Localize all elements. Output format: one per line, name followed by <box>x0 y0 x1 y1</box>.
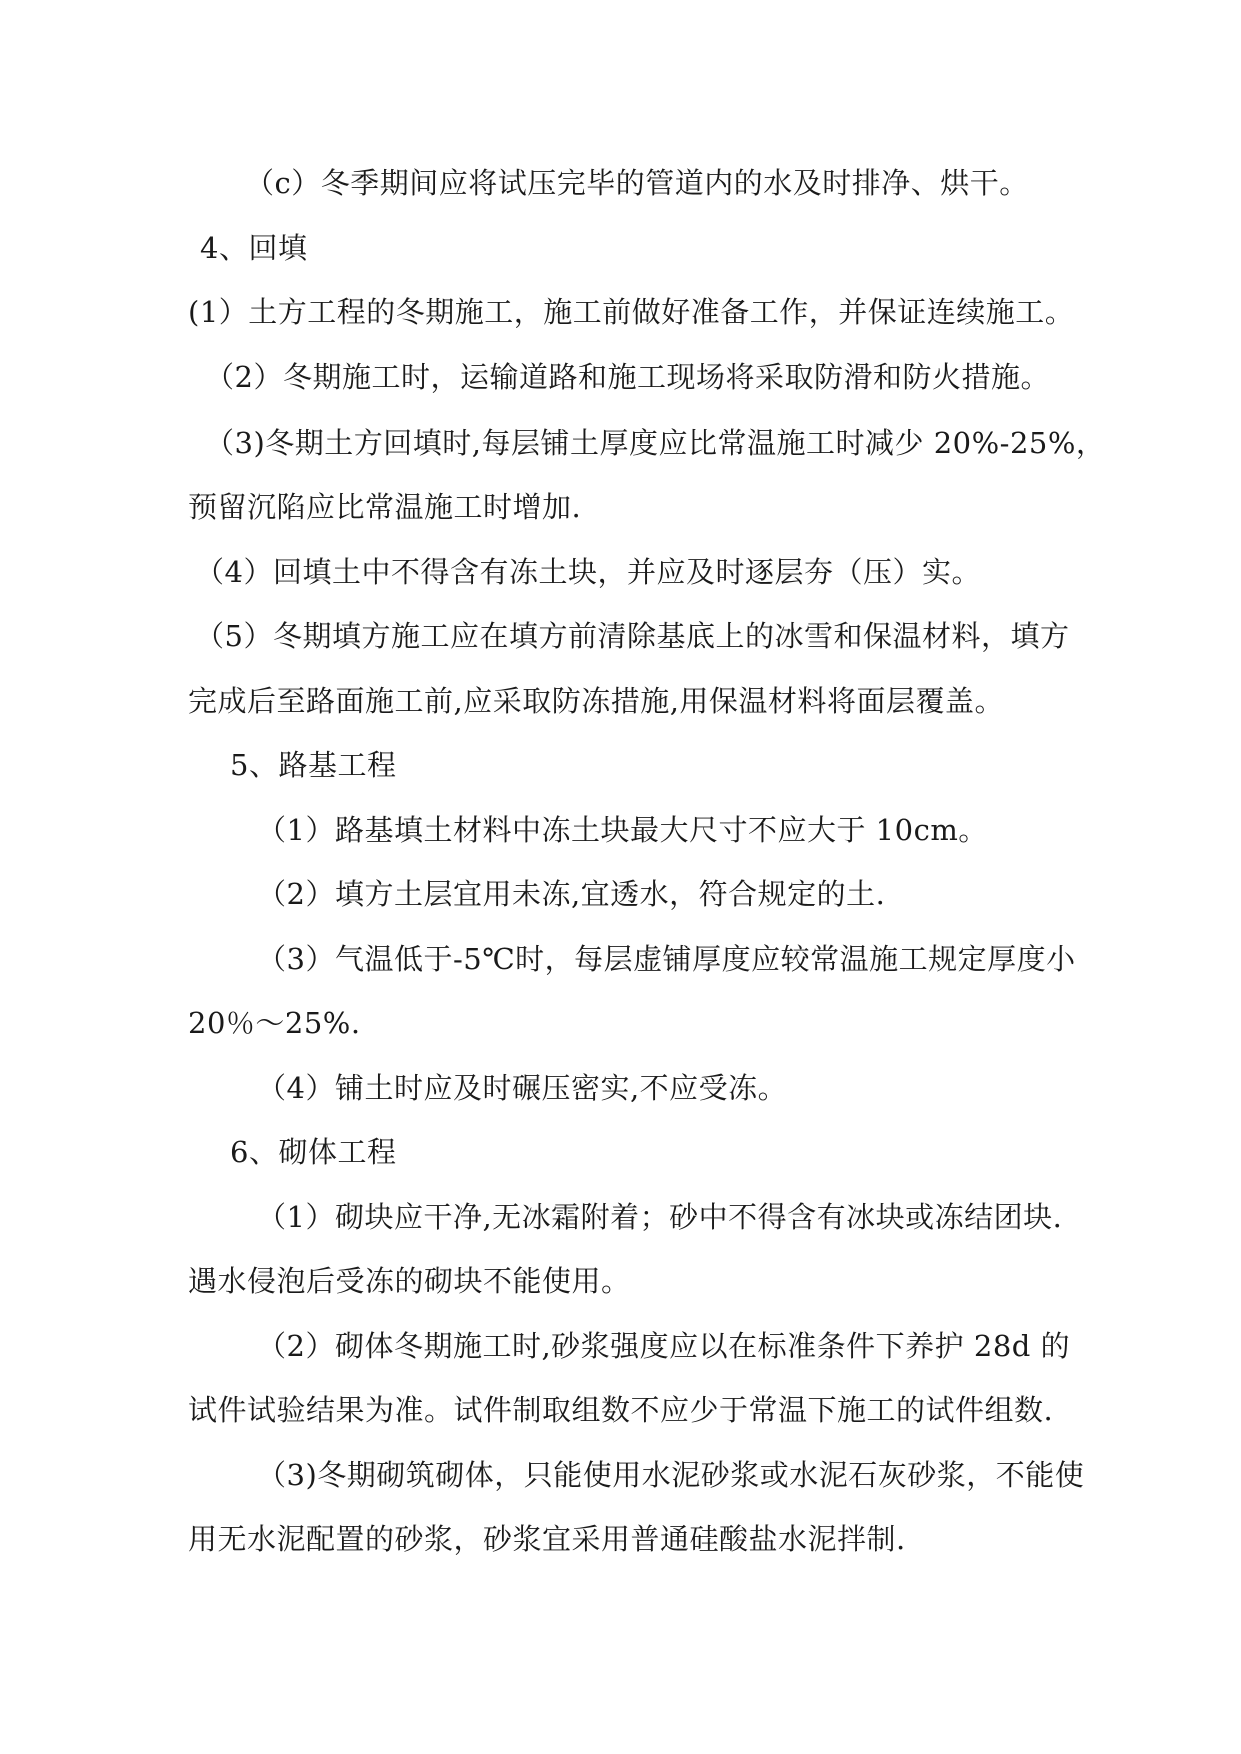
paragraph-line: （1）路基填土材料中冻土块最大尺寸不应大于 10cm。 <box>257 813 988 847</box>
section-heading-backfill: 4、回填 <box>200 231 308 265</box>
paragraph-line: （5）冬期填方施工应在填方前清除基底上的冰雪和保温材料，填方 <box>195 619 1070 653</box>
paragraph-line: （3）气温低于-5℃时，每层虚铺厚度应较常温施工规定厚度小 <box>257 942 1076 976</box>
paragraph-line: 20％～25%. <box>188 1006 361 1040</box>
paragraph-line: （2）砌体冬期施工时,砂浆强度应以在标准条件下养护 28d 的 <box>257 1329 1071 1363</box>
paragraph-line: 完成后至路面施工前,应采取防冻措施,用保温材料将面层覆盖。 <box>188 684 1004 718</box>
paragraph-line: （4）回填土中不得含有冻土块，并应及时逐层夯（压）实。 <box>195 555 981 589</box>
section-heading-subgrade: 5、路基工程 <box>230 748 397 782</box>
paragraph-line: （4）铺土时应及时碾压密实,不应受冻。 <box>257 1071 788 1105</box>
paragraph-line: （c）冬季期间应将试压完毕的管道内的水及时排净、烘干。 <box>245 166 1029 200</box>
paragraph-line: (1）土方工程的冬期施工，施工前做好准备工作，并保证连续施工。 <box>188 295 1075 329</box>
paragraph-line: 试件试验结果为准。试件制取组数不应少于常温下施工的试件组数. <box>188 1393 1054 1427</box>
paragraph-line: 遇水侵泡后受冻的砌块不能使用。 <box>188 1264 631 1298</box>
paragraph-line: （1）砌块应干净,无冰霜附着；砂中不得含有冰块或冻结团块. <box>257 1200 1063 1234</box>
paragraph-line: （2）填方土层宜用未冻,宜透水，符合规定的土. <box>257 877 886 911</box>
paragraph-line: （3)冬期土方回填时,每层铺土厚度应比常温施工时减少 20%-25%， <box>205 426 1106 460</box>
paragraph-line: 用无水泥配置的砂浆，砂浆宜采用普通硅酸盐水泥拌制. <box>188 1522 906 1556</box>
paragraph-line: （3)冬期砌筑砌体，只能使用水泥砂浆或水泥石灰砂浆，不能使 <box>257 1458 1085 1492</box>
paragraph-line: 预留沉陷应比常温施工时增加. <box>188 490 582 524</box>
section-heading-masonry: 6、砌体工程 <box>230 1135 397 1169</box>
paragraph-line: （2）冬期施工时，运输道路和施工现场将采取防滑和防火措施。 <box>205 360 1050 394</box>
